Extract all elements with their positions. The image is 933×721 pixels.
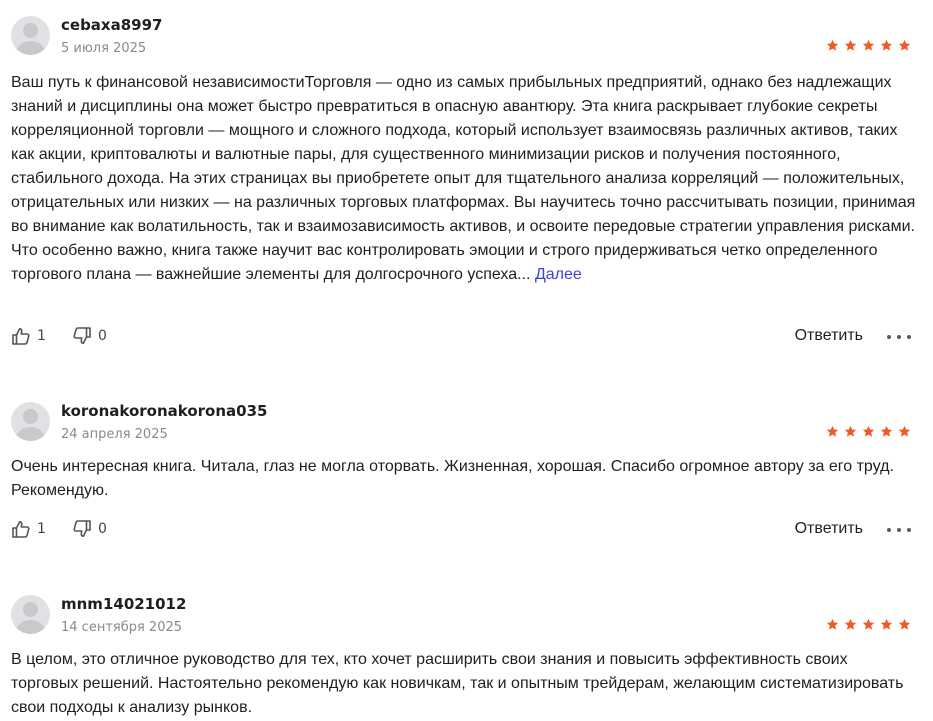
star-icon [898, 39, 911, 52]
review-date: 14 сентября 2025 [61, 620, 183, 635]
review-text [11, 71, 916, 287]
star-icon [862, 618, 875, 631]
review-username[interactable]: koronakoronakorona035 [61, 402, 268, 420]
dislike-count: 0 [98, 521, 107, 537]
review-text [11, 455, 916, 503]
star-icon [826, 425, 839, 438]
star-icon [880, 618, 893, 631]
star-icon [844, 425, 857, 438]
star-icon [898, 618, 911, 631]
user-avatar-icon[interactable] [11, 402, 50, 441]
review-text [11, 648, 916, 720]
review-text-content: В целом, это отличное руководство для тех, кто хочет расширить свои знания и повысить эффективность своих торговых решений. Настоятельно рекомендую как новичкам, так и опытным трейдерам, желающим систематизировать свои подходы к анализу рынков. [11, 651, 904, 716]
like-count: 1 [37, 521, 46, 537]
dislike-button[interactable] [72, 519, 107, 539]
user-avatar-icon[interactable] [11, 16, 50, 55]
review-username[interactable]: cebaxa8997 [61, 16, 163, 34]
thumbs-down-icon [72, 519, 92, 539]
review-actions [11, 326, 911, 348]
like-count: 1 [37, 328, 46, 344]
rating-stars [821, 425, 911, 438]
star-icon [826, 618, 839, 631]
more-dots-icon[interactable] [887, 326, 911, 348]
rating-stars [821, 618, 911, 631]
star-icon [826, 39, 839, 52]
like-button[interactable] [11, 519, 46, 539]
thumbs-up-icon [11, 326, 31, 346]
review-text-content: Очень интересная книга. Читала, глаз не могла оторвать. Жизненная, хорошая. Спасибо огромное автору за его труд. Рекомендую. [11, 458, 894, 499]
review-actions [11, 519, 911, 541]
reply-button[interactable]: Ответить [794, 520, 863, 537]
thumbs-down-icon [72, 326, 92, 346]
dislike-count: 0 [98, 328, 107, 344]
rating-stars [821, 39, 911, 52]
review-date: 24 апреля 2025 [61, 427, 168, 442]
more-dots-icon[interactable] [887, 519, 911, 541]
review-date: 5 июля 2025 [61, 41, 147, 56]
review-username[interactable]: mnm14021012 [61, 595, 187, 613]
thumbs-up-icon [11, 519, 31, 539]
read-more-link[interactable]: Далее [534, 266, 582, 283]
star-icon [862, 39, 875, 52]
user-avatar-icon[interactable] [11, 595, 50, 634]
review-text-content: Ваш путь к финансовой независимостиТорговля — одно из самых прибыльных предприятий, однако без надлежащих знаний и дисциплины она может быстро превратиться в опасную авантюру. Эта книга раскрывает глубокие секреты корреляционной торговли — мощного и сложного подхода, который использует взаимосвязь различных активов, таких как акции, криптовалюты и валютные пары, для существенного минимизации рисков и получения постоянного, стабильного дохода. На этих страницах вы приобретете опыт для тщательного анализа корреляций — положительных, отрицательных или низких — на различных торговых платформах. Вы научитесь точно рассчитывать позиции, принимая во внимание как волатильность, так и взаимозависимость активов, и освоите передовые стратегии управления рисками. Что особенно важно, книга также научит вас контролировать эмоции и строго придерживаться четко определенного торгового плана — важнейшие элементы для долгосрочного успеха... [11, 74, 916, 283]
star-icon [844, 618, 857, 631]
like-button[interactable] [11, 326, 46, 346]
star-icon [880, 39, 893, 52]
star-icon [898, 425, 911, 438]
star-icon [880, 425, 893, 438]
dislike-button[interactable] [72, 326, 107, 346]
star-icon [862, 425, 875, 438]
reply-button[interactable]: Ответить [794, 327, 863, 344]
star-icon [844, 39, 857, 52]
